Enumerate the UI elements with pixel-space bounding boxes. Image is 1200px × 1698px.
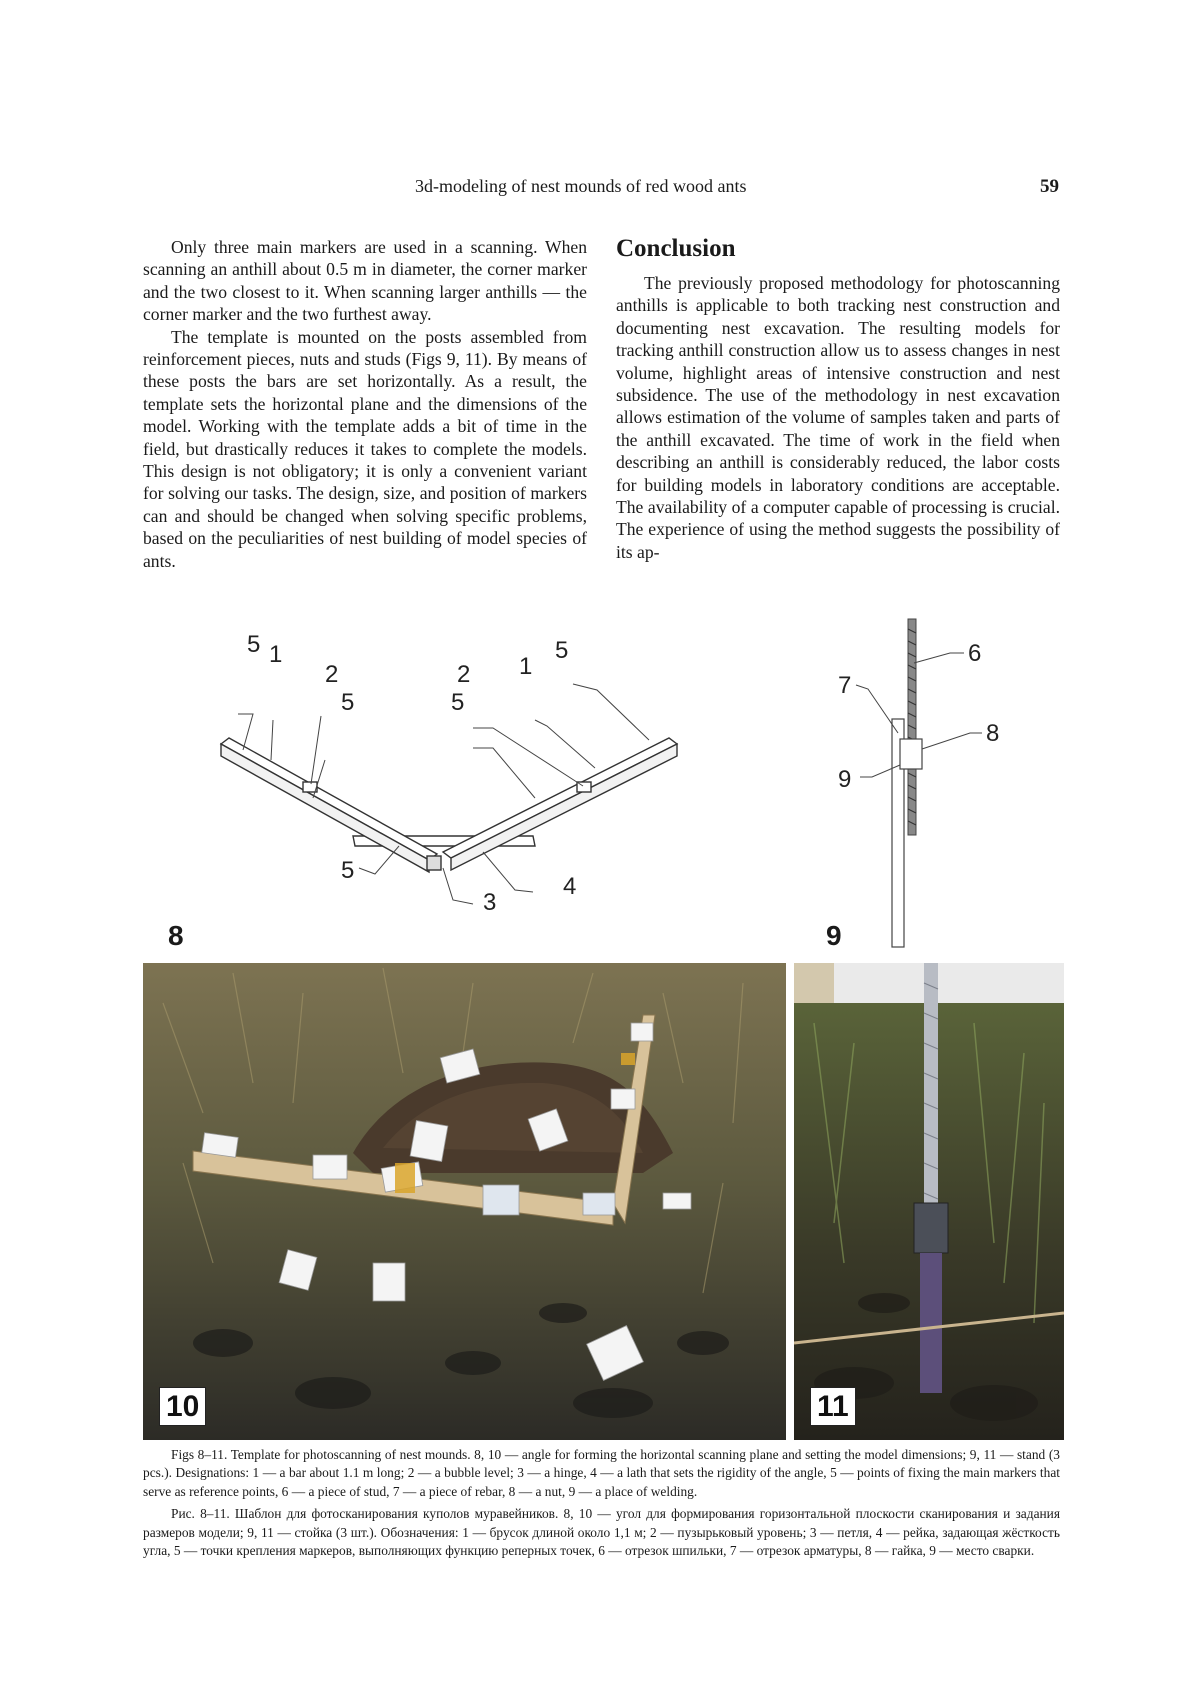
callout-3: 3 [483,889,497,916]
callout-1: 1 [269,641,283,668]
callout-labels [247,631,576,916]
callout-6: 6 [968,640,982,667]
figure-9-stand-diagram [820,615,1040,955]
caption-english: Figs 8–11. Template for photoscanning of nest mounds. 8, 10 — angle for forming the horizontal scanning plane and setting the model dimensions; 9, 11 — stand (3 pcs.). Designations: 1 — a bar about 1.1 m long; 2 — a bubble level; 3 — a hinge, 4 — a lath that sets the rigidity of the angle, 5 — points of fixing the main markers that serve as reference points, 6 — a piece of stud, 7 — a piece of rebar, 8 — a nut, 9 — a place of welding. [143,1447,1060,1499]
section-heading-conclusion: Conclusion [616,235,736,262]
callout-8: 8 [986,720,1000,747]
stand-photo-illustration [794,963,1064,1440]
page-header [0,176,1200,206]
body-paragraph: The template is mounted on the posts assembled from reinforcement pieces, nuts and studs (Figs 9, 11). By means of these posts the bars are set horizontally. As a result, the template sets the horizontal plane and the dimensions of the model. Working with the template adds a bit of time in the field, but drastically reduces it takes to complete the models. This design is not obligatory; it is only a convenient variant for solving our tasks. The design, size, and position of markers can and should be changed when solving specific problems, based on the peculiarities of nest building of model species of ants. [143,326,587,571]
figure-8-template-diagram [143,620,783,960]
callout-1: 1 [519,653,533,680]
left-bar-side [221,744,429,872]
callout-5: 5 [451,689,465,716]
callout-2: 2 [325,661,339,688]
left-text-column [143,236,587,572]
figure-9-label: 9 [826,920,842,951]
right-bar-side [451,744,677,870]
figure-caption [143,1446,1060,1560]
callout-2: 2 [457,661,471,688]
right-bar-top [443,738,677,858]
callout-5: 5 [341,689,355,716]
page-number: 59 [1040,176,1059,197]
callout-5: 5 [555,637,569,664]
left-bar-top [221,738,437,860]
right-text-column [616,236,1060,563]
anthill-photo-illustration [143,963,786,1440]
body-paragraph: The previously proposed methodology for photoscanning anthills is applicable to both tracking nest construction and documenting nest excavation. The resulting models for tracking anthill construction allow us to assess changes in nest volume, highlight areas of intensive construction and nest subsidence. The use of the methodology in nest excavation allows estimation of the volume of samples taken and parts of the anthill excavated. The time of work in the field when describing an anthill is considerably reduced, the labor costs for building models in laboratory conditions are acceptable. The availability of a computer capable of processing is crucial. The experience of using the method suggests the possibility of its ap- [616,273,1060,562]
figure-10-label: 10 [159,1387,206,1426]
figure-11-label: 11 [810,1387,856,1426]
callout-7: 7 [838,672,852,699]
figure-8-label: 8 [168,920,184,951]
running-title: 3d-modeling of nest mounds of red wood ants [415,176,747,196]
figure-10-photo [143,963,786,1440]
body-paragraph: Only three main markers are used in a scanning. When scanning an anthill about 0.5 m in diameter, the corner marker and the two closest to it. When scanning larger anthills — the corner marker and the two furthest away. [143,237,587,325]
callout-labels [838,640,999,793]
figure-11-photo [794,963,1064,1440]
callout-5: 5 [341,857,355,884]
caption-russian: Рис. 8–11. Шаблон для фотосканирования куполов муравейников. 8, 10 — угол для формирования горизонтальной плоскости сканирования и задания размеров модели; 9, 11 — стойка (3 шт.). Обозначения: 1 — брусок длиной около 1,1 м; 2 — пузырьковый уровень; 3 — петля, 4 — рейка, задающая жёсткость угла, 5 — точки крепления маркеров, выполняющих функцию реперных точек, 6 — отрезок шпильки, 7 — отрезок арматуры, 8 — гайка, 9 — место сварки. [143,1506,1060,1559]
hinge-shape [427,856,441,870]
callout-4: 4 [563,873,577,900]
nut-shape [900,739,922,769]
callout-9: 9 [838,766,852,793]
callout-5: 5 [247,631,261,658]
